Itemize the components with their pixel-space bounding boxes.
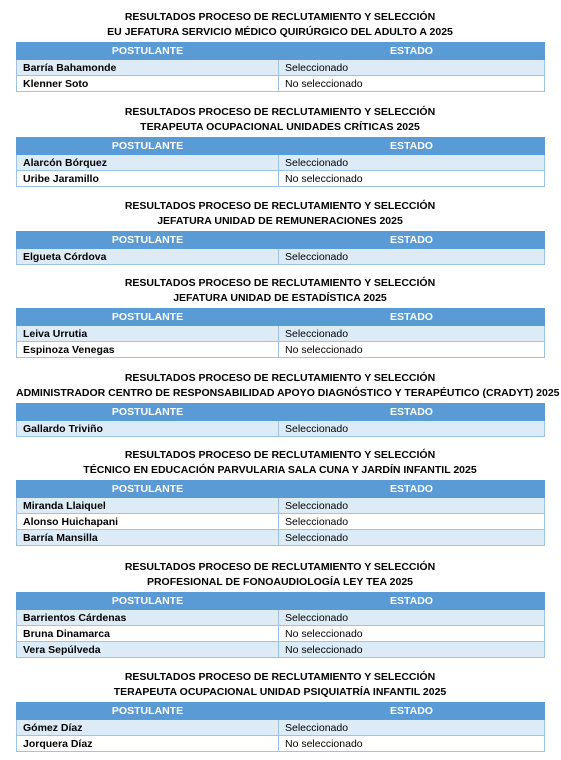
postulante-cell: Alonso Huichapani	[17, 514, 279, 530]
table-row	[17, 155, 545, 171]
section-title-line1: RESULTADOS PROCESO DE RECLUTAMIENTO Y SELECCIÓN	[124, 277, 436, 289]
table-row	[17, 249, 545, 265]
estado-header: ESTADO	[279, 43, 545, 60]
postulante-cell: Alarcón Bórquez	[17, 155, 279, 171]
result-section	[16, 371, 560, 437]
postulante-header: POSTULANTE	[17, 481, 279, 498]
table-row	[17, 530, 545, 546]
postulante-header: POSTULANTE	[17, 309, 279, 326]
table-row	[17, 60, 545, 76]
postulante-cell: Barría Mansilla	[17, 530, 279, 546]
results-table	[16, 403, 545, 437]
postulante-header: POSTULANTE	[17, 138, 279, 155]
results-table	[16, 231, 545, 265]
result-section	[16, 199, 544, 265]
section-title-line2: PROFESIONAL DE FONOAUDIOLOGÍA LEY TEA 2025	[146, 576, 414, 588]
section-title-line1: RESULTADOS PROCESO DE RECLUTAMIENTO Y SELECCIÓN	[124, 11, 436, 23]
estado-cell: Seleccionado	[279, 514, 545, 530]
table-row	[17, 171, 545, 187]
postulante-cell: Gallardo Triviño	[17, 421, 279, 437]
estado-header: ESTADO	[279, 404, 545, 421]
table-row	[17, 736, 545, 752]
section-title-line1: RESULTADOS PROCESO DE RECLUTAMIENTO Y SELECCIÓN	[124, 671, 436, 683]
result-section	[16, 448, 544, 546]
section-title-line2: TERAPEUTA OCUPACIONAL UNIDADES CRÍTICAS 2025	[140, 121, 420, 133]
section-title-line1: RESULTADOS PROCESO DE RECLUTAMIENTO Y SELECCIÓN	[124, 561, 436, 573]
estado-cell: Seleccionado	[279, 530, 545, 546]
table-row	[17, 514, 545, 530]
results-table	[16, 702, 545, 752]
postulante-header: POSTULANTE	[17, 404, 279, 421]
estado-cell: No seleccionado	[279, 642, 545, 658]
results-table	[16, 480, 545, 546]
result-section	[16, 276, 544, 358]
section-title-line1: RESULTADOS PROCESO DE RECLUTAMIENTO Y SELECCIÓN	[124, 372, 436, 384]
postulante-cell: Leiva Urrutia	[17, 326, 279, 342]
postulante-header: POSTULANTE	[17, 43, 279, 60]
result-section	[16, 670, 544, 752]
postulante-cell: Miranda Llaiquel	[17, 498, 279, 514]
estado-cell: Seleccionado	[279, 498, 545, 514]
estado-cell: No seleccionado	[279, 626, 545, 642]
table-row	[17, 342, 545, 358]
section-title-line2: JEFATURA UNIDAD DE ESTADÍSTICA 2025	[173, 292, 387, 304]
results-table	[16, 137, 545, 187]
postulante-cell: Klenner Soto	[17, 76, 279, 92]
section-title-line2: JEFATURA UNIDAD DE REMUNERACIONES 2025	[157, 215, 403, 227]
result-section	[16, 10, 544, 92]
section-title-line2: ADMINISTRADOR CENTRO DE RESPONSABILIDAD APOYO DIAGNÓSTICO Y TERAPÉUTICO (CRADYT) 2025	[16, 387, 560, 399]
estado-header: ESTADO	[279, 593, 545, 610]
postulante-header: POSTULANTE	[17, 703, 279, 720]
table-header-row	[17, 232, 545, 249]
estado-header: ESTADO	[279, 481, 545, 498]
results-table	[16, 42, 545, 92]
table-row	[17, 326, 545, 342]
table-row	[17, 421, 545, 437]
table-header-row	[17, 138, 545, 155]
postulante-cell: Bruna Dinamarca	[17, 626, 279, 642]
postulante-cell: Gómez Díaz	[17, 720, 279, 736]
table-row	[17, 610, 545, 626]
postulante-cell: Uribe Jaramillo	[17, 171, 279, 187]
table-row	[17, 720, 545, 736]
results-table	[16, 308, 545, 358]
section-title-line1: RESULTADOS PROCESO DE RECLUTAMIENTO Y SELECCIÓN	[124, 200, 436, 212]
section-title-line1: RESULTADOS PROCESO DE RECLUTAMIENTO Y SELECCIÓN	[124, 106, 436, 118]
table-header-row	[17, 703, 545, 720]
estado-cell: No seleccionado	[279, 171, 545, 187]
postulante-cell: Barría Bahamonde	[17, 60, 279, 76]
table-row	[17, 498, 545, 514]
section-title-line2: TERAPEUTA OCUPACIONAL UNIDAD PSIQUIATRÍA INFANTIL 2025	[113, 686, 447, 698]
table-header-row	[17, 309, 545, 326]
table-row	[17, 76, 545, 92]
estado-cell: Seleccionado	[279, 249, 545, 265]
estado-cell: Seleccionado	[279, 326, 545, 342]
table-header-row	[17, 404, 545, 421]
table-row	[17, 642, 545, 658]
postulante-header: POSTULANTE	[17, 232, 279, 249]
result-section	[16, 560, 544, 658]
table-row	[17, 626, 545, 642]
estado-header: ESTADO	[279, 138, 545, 155]
results-table	[16, 592, 545, 658]
postulante-cell: Espinoza Venegas	[17, 342, 279, 358]
estado-cell: Seleccionado	[279, 610, 545, 626]
postulante-cell: Elgueta Córdova	[17, 249, 279, 265]
table-header-row	[17, 481, 545, 498]
estado-cell: No seleccionado	[279, 342, 545, 358]
estado-cell: Seleccionado	[279, 720, 545, 736]
section-title-line2: EU JEFATURA SERVICIO MÉDICO QUIRÚRGICO DEL ADULTO A 2025	[107, 26, 453, 38]
table-header-row	[17, 593, 545, 610]
table-header-row	[17, 43, 545, 60]
estado-header: ESTADO	[279, 309, 545, 326]
estado-cell: Seleccionado	[279, 60, 545, 76]
estado-header: ESTADO	[279, 232, 545, 249]
section-title-line1: RESULTADOS PROCESO DE RECLUTAMIENTO Y SELECCIÓN	[124, 449, 436, 461]
estado-cell: Seleccionado	[279, 155, 545, 171]
estado-cell: Seleccionado	[279, 421, 545, 437]
estado-header: ESTADO	[279, 703, 545, 720]
postulante-cell: Vera Sepúlveda	[17, 642, 279, 658]
result-section	[16, 105, 544, 187]
postulante-cell: Jorquera Díaz	[17, 736, 279, 752]
section-title-line2: TÉCNICO EN EDUCACIÓN PARVULARIA SALA CUNA Y JARDÍN INFANTIL 2025	[83, 464, 477, 476]
postulante-cell: Barrientos Cárdenas	[17, 610, 279, 626]
postulante-header: POSTULANTE	[17, 593, 279, 610]
estado-cell: No seleccionado	[279, 76, 545, 92]
estado-cell: No seleccionado	[279, 736, 545, 752]
